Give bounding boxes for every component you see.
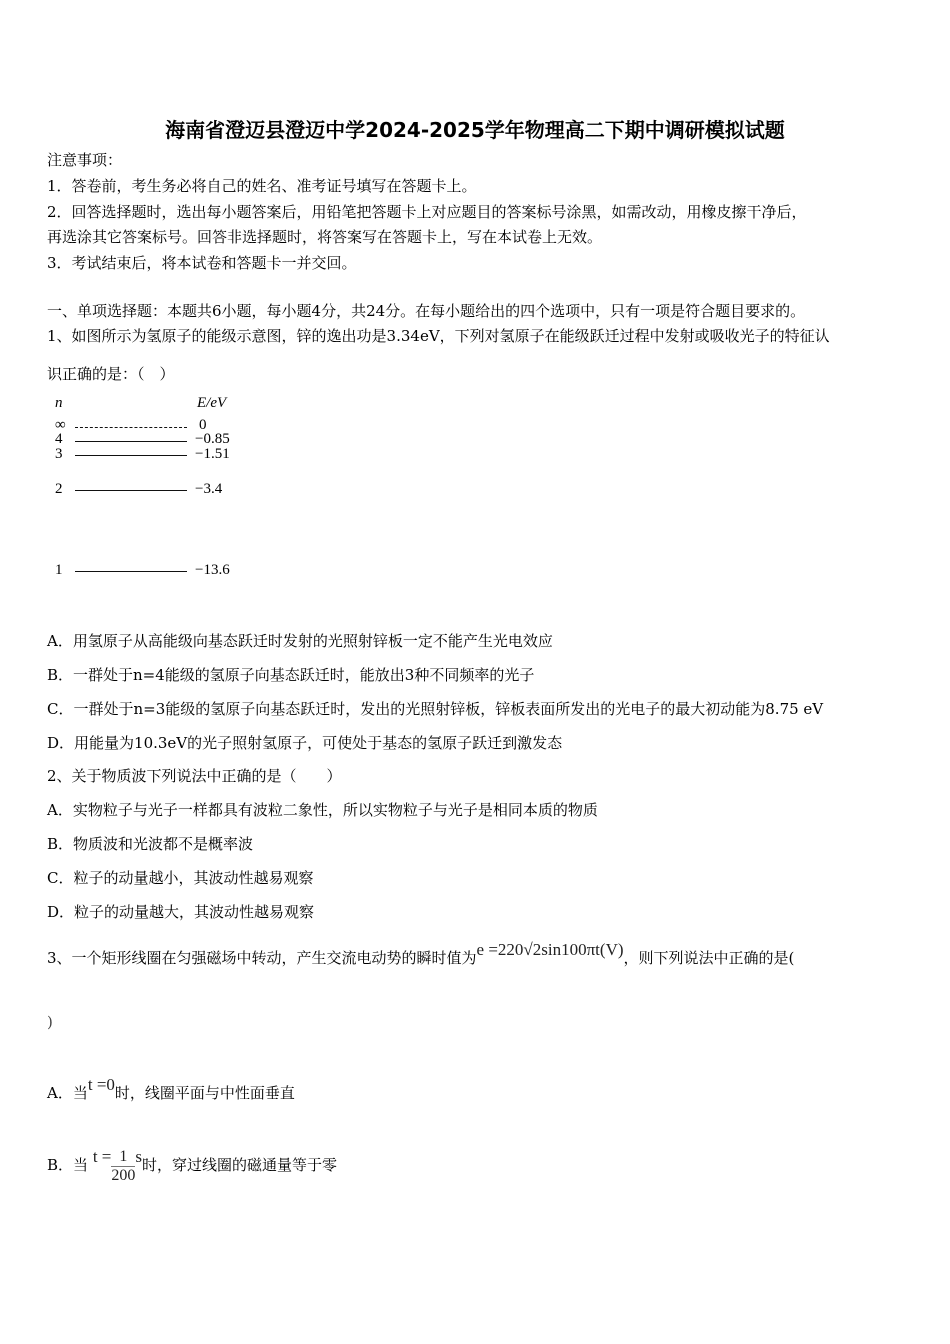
q3-stem-text: ，则下列说法中正确的是(	[623, 949, 795, 967]
q1-option-b: B．一群处于n=4能级的氢原子向基态跃迁时，能放出3种不同频率的光子	[47, 666, 535, 684]
q3-formula: e =220√2sin100πt(V)	[476, 940, 624, 959]
q1-stem-cont: 识正确的是：（ ）	[47, 365, 175, 383]
option-text: 时，穿过线圈的磁通量等于零	[142, 1156, 338, 1174]
level-line	[75, 490, 187, 491]
q1-option-a: A．用氢原子从高能级向基态跃迁时发射的光照射锌板一定不能产生光电效应	[47, 632, 553, 650]
level-line	[75, 455, 187, 456]
notice-item: 2．回答选择题时，选出每小题答案后，用铅笔把答题卡上对应题目的答案标号涂黑，如需改动，用橡皮擦干净后，	[47, 203, 807, 221]
level-line	[75, 427, 187, 428]
q2-option-a: A．实物粒子与光子一样都具有波粒二象性，所以实物粒子与光子是相同本质的物质	[47, 801, 598, 819]
option-label: A．当	[47, 1084, 88, 1102]
numerator: 1	[111, 1148, 135, 1167]
notice-item: 再选涂其它答案标号。回答非选择题时，将答案写在答题卡上，写在本试卷上无效。	[47, 228, 603, 246]
q3-option-b	[47, 1140, 337, 1190]
q2-option-b: B．物质波和光波都不是概率波	[47, 835, 254, 853]
level-energy: −13.6	[195, 562, 230, 578]
level-n: 4	[55, 431, 63, 447]
q3-stem-close: )	[47, 1013, 53, 1031]
q2-option-d: D．粒子的动量越大，其波动性越易观察	[47, 903, 315, 921]
q1-stem: 1、如图所示为氢原子的能级示意图，锌的逸出功是3.34eV，下列对氢原子在能级跃迁过程中发射或吸收光子的特征认	[47, 327, 830, 345]
denominator: 200	[111, 1166, 136, 1184]
q2-option-c: C．粒子的动量越小，其波动性越易观察	[47, 869, 314, 887]
option-label: B．当	[47, 1156, 89, 1174]
level-n: 2	[55, 481, 63, 497]
q3-option-a	[47, 1075, 295, 1103]
notice-item: 3．考试结束后，将本试卷和答题卡一并交回。	[47, 254, 357, 272]
page-title: 海南省澄迈县澄迈中学2024-2025学年物理高二下期中调研模拟试题	[165, 118, 785, 142]
level-n: 1	[55, 562, 63, 578]
q1-option-c: C．一群处于n=3能级的氢原子向基态跃迁时，发出的光照射锌板，锌板表面所发出的光电子的最大初动能为8.75 eV	[47, 700, 824, 718]
n-axis-label: n	[55, 395, 63, 411]
level-line	[75, 571, 187, 572]
notice-heading: 注意事项：	[47, 151, 123, 169]
option-formula: t =0	[87, 1075, 115, 1094]
unit: s	[135, 1147, 142, 1166]
q2-stem: 2、关于物质波下列说法中正确的是（ ）	[47, 767, 342, 785]
level-line	[75, 441, 187, 442]
section-heading: 一、单项选择题：本题共6小题，每小题4分，共24分。在每小题给出的四个选项中，只有一项是符合题目要求的。	[47, 302, 806, 320]
notice-item: 1．答卷前，考生务必将自己的姓名、准考证号填写在答题卡上。	[47, 177, 477, 195]
energy-axis-label: E/eV	[197, 395, 227, 411]
q3-stem	[47, 940, 795, 968]
fraction	[111, 1148, 135, 1185]
energy-level-diagram	[47, 393, 247, 593]
q3-stem-text: 3、一个矩形线圈在匀强磁场中转动，产生交流电动势的瞬时值为	[47, 949, 477, 967]
level-energy: 0	[199, 417, 207, 433]
level-energy: −3.4	[195, 481, 223, 497]
level-n: ∞	[55, 417, 66, 433]
option-formula: t =	[92, 1147, 112, 1166]
level-energy: −0.85	[195, 431, 230, 447]
option-text: 时，线圈平面与中性面垂直	[114, 1084, 295, 1102]
level-n: 3	[55, 446, 63, 462]
q1-option-d: D．用能量为10.3eV的光子照射氢原子，可使处于基态的氢原子跃迁到激发态	[47, 734, 563, 752]
level-energy: −1.51	[195, 446, 230, 462]
